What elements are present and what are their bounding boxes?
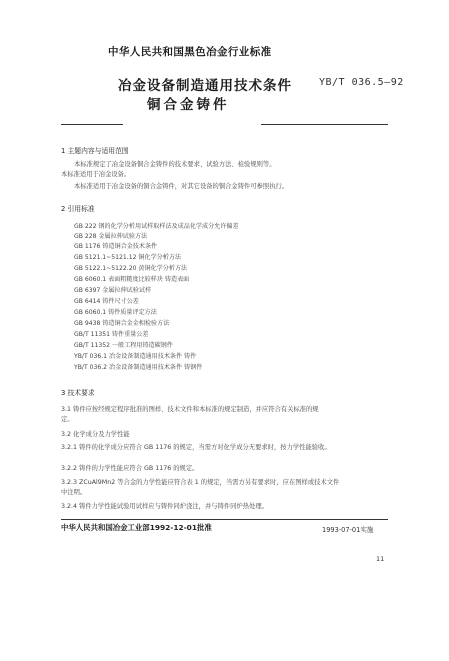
approval-statement: 中华人民共和国冶金工业部1992-12-01批准 bbox=[61, 523, 212, 532]
effective-date: 1993-07-01实施 bbox=[322, 526, 374, 534]
clause-3-2-1: 3.2.1 铸件的化学成分应符合 GB 1176 的规定，当需方对化学成分无要求时，按力学性能验收。 bbox=[61, 444, 331, 451]
reference-item: GB/T 11351 铸件重量公差 bbox=[74, 331, 149, 338]
page-number: 11 bbox=[376, 555, 385, 563]
reference-item: GB 5122.1~5122.20 黄铜化学分析方法 bbox=[74, 265, 188, 272]
clause-3-1-cont: 定。 bbox=[61, 416, 74, 423]
title-rule-right bbox=[261, 124, 388, 125]
reference-item: GB 6060.1 表面粗糙度比较样块 铸造表面 bbox=[74, 276, 190, 283]
footer-rule bbox=[61, 519, 388, 520]
reference-item: GB 222 钢的化学分析用试样取样法及成品化学成分允许偏差 bbox=[74, 223, 239, 230]
section-heading-scope: 1 主题内容与适用范围 bbox=[61, 147, 129, 155]
reference-item: YB/T 036.2 冶金设备制造通用技术条件 铸钢件 bbox=[74, 364, 203, 371]
section-heading-references: 2 引用标准 bbox=[61, 205, 95, 213]
industry-standard-header: 中华人民共和国黑色冶金行业标准 bbox=[108, 46, 272, 58]
paragraph-scope-1-cont: 本标准适用于冶金设备。 bbox=[61, 171, 131, 178]
clause-3-2-3-cont: 中注明。 bbox=[61, 489, 87, 496]
reference-item: GB 5121.1~5121.12 铜化学分析方法 bbox=[74, 254, 182, 261]
reference-item: GB 9438 铸造铜合金金相检验方法 bbox=[74, 320, 170, 327]
reference-item: GB 6414 铸件尺寸公差 bbox=[74, 298, 139, 305]
document-subtitle: 铜合金铸件 bbox=[147, 97, 230, 113]
reference-item: GB 6060.1 铸件质量评定方法 bbox=[74, 309, 157, 316]
clause-3-2-4: 3.2.4 铸件力学性能试验用试样应与铸件同炉浇注，并与铸件同炉热处理。 bbox=[61, 503, 268, 510]
paragraph-scope-2: 本标准适用于冶金设备的铜合金铸件，对其它设备的铜合金铸件可参照执行。 bbox=[74, 183, 289, 190]
reference-item: YB/T 036.1 冶金设备制造通用技术条件 铸件 bbox=[74, 353, 197, 360]
clause-3-2-3: 3.2.3 ZCuAl9Mn2 等合金的力学性能应符合表 1 的规定，当需方另有要求时，应在图样或技术文件 bbox=[61, 479, 340, 486]
clause-3-2-2: 3.2.2 铸件的力学性能应符合 GB 1176 的规定。 bbox=[61, 465, 199, 472]
title-rule-left bbox=[61, 124, 123, 125]
section-heading-requirements: 3 技术要求 bbox=[61, 389, 95, 397]
standard-code: YB/T 036.5—92 bbox=[319, 77, 404, 88]
clause-3-1: 3.1 铸件应按经规定程序批准的图样、技术文件和本标准的规定制造，并应符合有关标准的规 bbox=[61, 406, 319, 413]
reference-item: GB 6397 金属拉伸试验试样 bbox=[74, 287, 152, 294]
document-title: 冶金设备制造通用技术条件 bbox=[118, 78, 292, 94]
paragraph-scope-1: 本标准规定了冶金设备铜合金铸件的技术要求、试验方法、检验规则等。 bbox=[74, 161, 276, 168]
reference-item: GB/T 11352 一般工程用铸造碳钢件 bbox=[74, 342, 173, 349]
reference-item: GB 228 金属拉伸试验方法 bbox=[74, 233, 148, 240]
reference-item: GB 1176 铸造铜合金技术条件 bbox=[74, 243, 158, 250]
clause-3-2: 3.2 化学成分及力学性能 bbox=[61, 431, 130, 438]
